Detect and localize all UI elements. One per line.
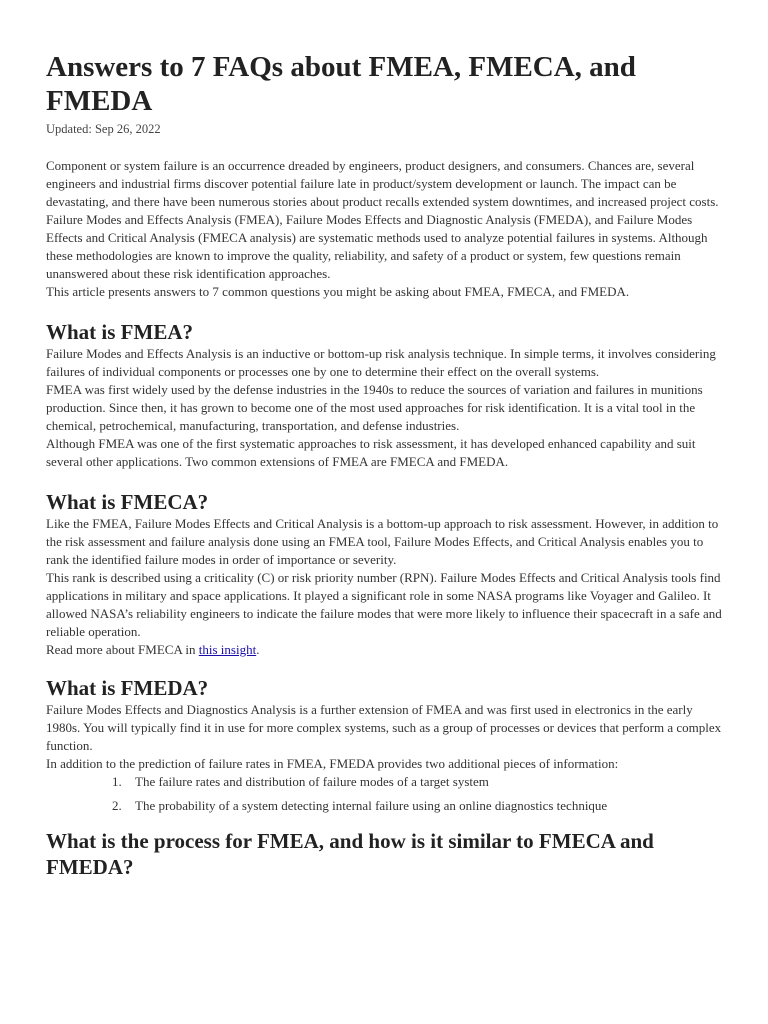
fmeda-paragraph: Failure Modes Effects and Diagnostics Analysis is a further extension of FMEA and was first used in electronics in the early 1980s. You will typically find it in use for more complex systems, such as a group of processes or devices that perform a complex function. <box>46 702 722 753</box>
list-item-text: The failure rates and distribution of failure modes of a target system <box>135 774 489 789</box>
fmeda-info-list <box>46 773 722 815</box>
this-insight-link[interactable]: this insight <box>198 642 257 657</box>
updated-date: Updated: Sep 26, 2022 <box>46 122 161 136</box>
fmea-paragraph: Although FMEA was one of the first systematic approaches to risk assessment, it has developed enhanced capability and suit several other applications. Two common extensions of FMEA are FMECA and FMEDA. <box>46 436 696 469</box>
intro-paragraph: Failure Modes and Effects Analysis (FMEA), Failure Modes Effects and Diagnostic Analysis (FMEDA), and Failure Modes Effects and Critical Analysis (FMECA analysis) are systematic methods used to analyze potential failures in systems. Although these methodologies are known to improve the quality, reliability, and safety of a product or system, few questions remain unanswered about these risk identification approaches. <box>46 212 708 281</box>
list-item <box>46 773 722 791</box>
fmea-paragraph: FMEA was first widely used by the defense industries in the 1940s to reduce the sources of variation and failures in munitions production. Since then, it has grown to become one of the most used approaches for risk identification. It is a vital tool in the chemical, petrochemical, manufacturing, transportation, and defense industries. <box>46 382 703 433</box>
read-more-suffix: . <box>256 642 260 657</box>
article-title: Answers to 7 FAQs about FMEA, FMECA, and FMEDA <box>46 51 636 117</box>
read-more-prefix: Read more about FMECA in <box>46 642 199 657</box>
intro-paragraph: This article presents answers to 7 common questions you might be asking about FMEA, FMECA, and FMEDA. <box>46 284 630 299</box>
heading-what-is-fmeca: What is FMECA? <box>46 490 209 514</box>
read-more-fmeca <box>46 641 722 659</box>
fmeda-paragraph: In addition to the prediction of failure rates in FMEA, FMEDA provides two additional pieces of information: <box>46 756 619 771</box>
list-item-text: The probability of a system detecting internal failure using an online diagnostics technique <box>135 798 608 813</box>
list-item <box>46 797 722 815</box>
list-number: 2. <box>112 798 122 813</box>
fmeca-paragraph: Like the FMEA, Failure Modes Effects and Critical Analysis is a bottom-up approach to risk assessment. However, in addition to the risk assessment and failure analysis done using an FMEA tool, Failure Modes Effects, and Critical Analysis enables you to rank the identified failure modes in order of importance or severity. <box>46 516 719 567</box>
list-number: 1. <box>112 774 122 789</box>
fmea-paragraph: Failure Modes and Effects Analysis is an inductive or bottom-up risk analysis technique. In simple terms, it involves considering failures of individual components or processes one by one to determine their effect on the overall systems. <box>46 346 716 379</box>
heading-what-is-fmeda: What is FMEDA? <box>46 676 209 700</box>
fmeca-paragraph: This rank is described using a criticality (C) or risk priority number (RPN). Failure Modes Effects and Critical Analysis tools find applications in military and space applications. It played a significant role in some NASA programs like Voyager and Galileo. It allowed NASA’s reliability engineers to indicate the failure modes that were more likely to influence their spacecraft in a safe and reliable operation. <box>46 570 722 639</box>
heading-what-is-fmea: What is FMEA? <box>46 320 193 344</box>
heading-fmea-process: What is the process for FMEA, and how is it similar to FMECA and FMEDA? <box>46 829 654 879</box>
intro-paragraph: Component or system failure is an occurrence dreaded by engineers, product designers, and consumers. Chances are, several engineers and industrial firms discover potential failure late in product/system development or launch. The impact can be devastating, and there have been numerous stories about product recalls extended system downtimes, and increased project costs. <box>46 158 719 209</box>
intro-section <box>46 157 722 301</box>
